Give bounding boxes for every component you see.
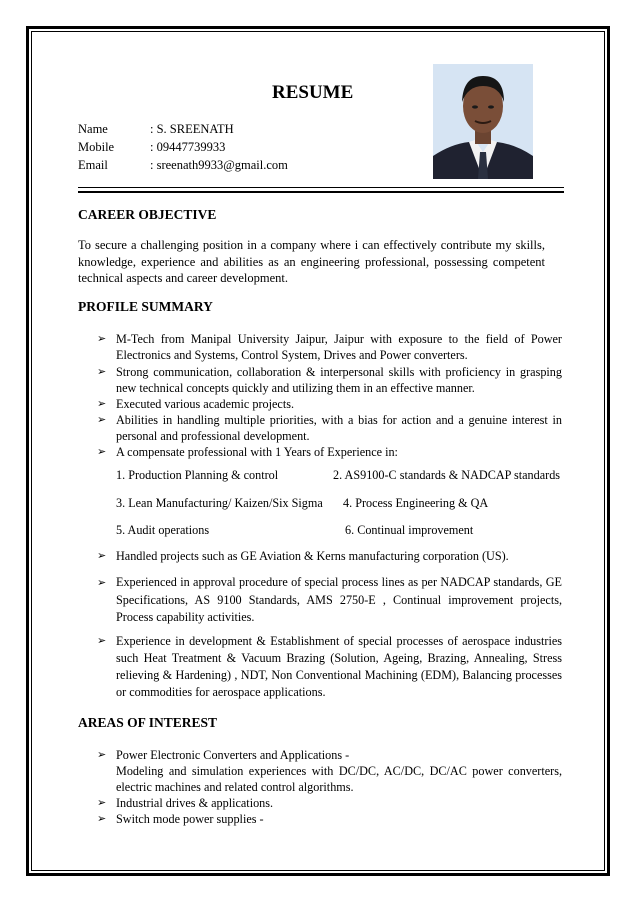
bullet-arrow-icon: ➢ (97, 398, 107, 410)
experience-item: 2. AS9100-C standards & NADCAP standards (333, 468, 561, 482)
bullet-arrow-icon: ➢ (97, 333, 107, 345)
experience-item: 6. Continual improvement (345, 523, 474, 537)
mobile-value: : 09447739933 (150, 140, 226, 154)
bullet-arrow-icon: ➢ (97, 414, 107, 426)
profile-bullet: Experienced in approval procedure of special process lines as per NADCAP standards, GE Specifications, AS 9100 Standards, AMS 2750-E , Continual improvement projects, Process capability activities. (116, 575, 562, 624)
experience-item: 3. Lean Manufacturing/ Kaizen/Six Sigma (116, 496, 323, 510)
interest-subtext: Modeling and simulation experiences with DC/DC, AC/DC, DC/AC power converters, electric machines and related control algorithms. (116, 764, 562, 794)
profile-bullet: Strong communication, collaboration & interpersonal skills with proficiency in grasping new technical concepts quickly and utilizing them in an effective manner. (116, 365, 562, 395)
interest-bullet: Power Electronic Converters and Applications - (116, 748, 350, 762)
career-objective-heading: CAREER OBJECTIVE (78, 207, 217, 222)
experience-item: 1. Production Planning & control (116, 468, 279, 482)
career-objective-text: To secure a challenging position in a company where i can effectively contribute my skills, knowledge, experience and abilities as an engineering professional, possessing competent technical aspects and career development. (78, 238, 545, 285)
profile-bullet: Experience in development & Establishment of special processes of aerospace industries such Heat Treatment & Vacuum Brazing (Solution, Ageing, Brazing, Annealing, Stress relieving & Hardening) , NDT, Non Conventional Machining (EDM), Balancing processes or commodities for aerospace applications. (116, 634, 562, 699)
profile-bullet: Handled projects such as GE Aviation & Kerns manufacturing corporation (US). (116, 549, 509, 563)
interest-bullet: Industrial drives & applications. (116, 796, 274, 810)
profile-bullet: M-Tech from Manipal University Jaipur, Jaipur with exposure to the field of Power Electronics and Systems, Control System, Drives and Power converters. (116, 332, 562, 362)
portrait-image (433, 64, 533, 179)
bullet-arrow-icon: ➢ (97, 749, 107, 761)
profile-summary-heading: PROFILE SUMMARY (78, 299, 213, 314)
experience-item: 4. Process Engineering & QA (343, 496, 489, 510)
bullet-arrow-icon: ➢ (97, 366, 107, 378)
bullet-arrow-icon: ➢ (97, 797, 107, 809)
profile-bullet: Executed various academic projects. (116, 397, 294, 411)
profile-bullet: Abilities in handling multiple priorities, with a bias for action and a genuine interest in personal and professional development. (116, 413, 562, 443)
bullet-arrow-icon: ➢ (97, 577, 107, 589)
resume-title: RESUME (272, 82, 354, 103)
mobile-label: Mobile (78, 140, 115, 154)
profile-bullet: A compensate professional with 1 Years of Experience in: (116, 445, 398, 459)
bullet-arrow-icon: ➢ (97, 550, 107, 562)
name-value: : S. SREENATH (150, 122, 234, 136)
email-value: : sreenath9933@gmail.com (150, 158, 288, 172)
bullet-arrow-icon: ➢ (97, 813, 107, 825)
divider-thin (78, 187, 564, 188)
name-label: Name (78, 122, 108, 136)
divider-thick (78, 191, 564, 193)
profile-photo (433, 64, 533, 179)
bullet-arrow-icon: ➢ (97, 635, 107, 647)
interest-bullet: Switch mode power supplies - (116, 812, 264, 826)
email-label: Email (78, 158, 108, 172)
bullet-arrow-icon: ➢ (97, 446, 107, 458)
areas-of-interest-heading: AREAS OF INTEREST (78, 715, 218, 730)
experience-item: 5. Audit operations (116, 523, 210, 537)
